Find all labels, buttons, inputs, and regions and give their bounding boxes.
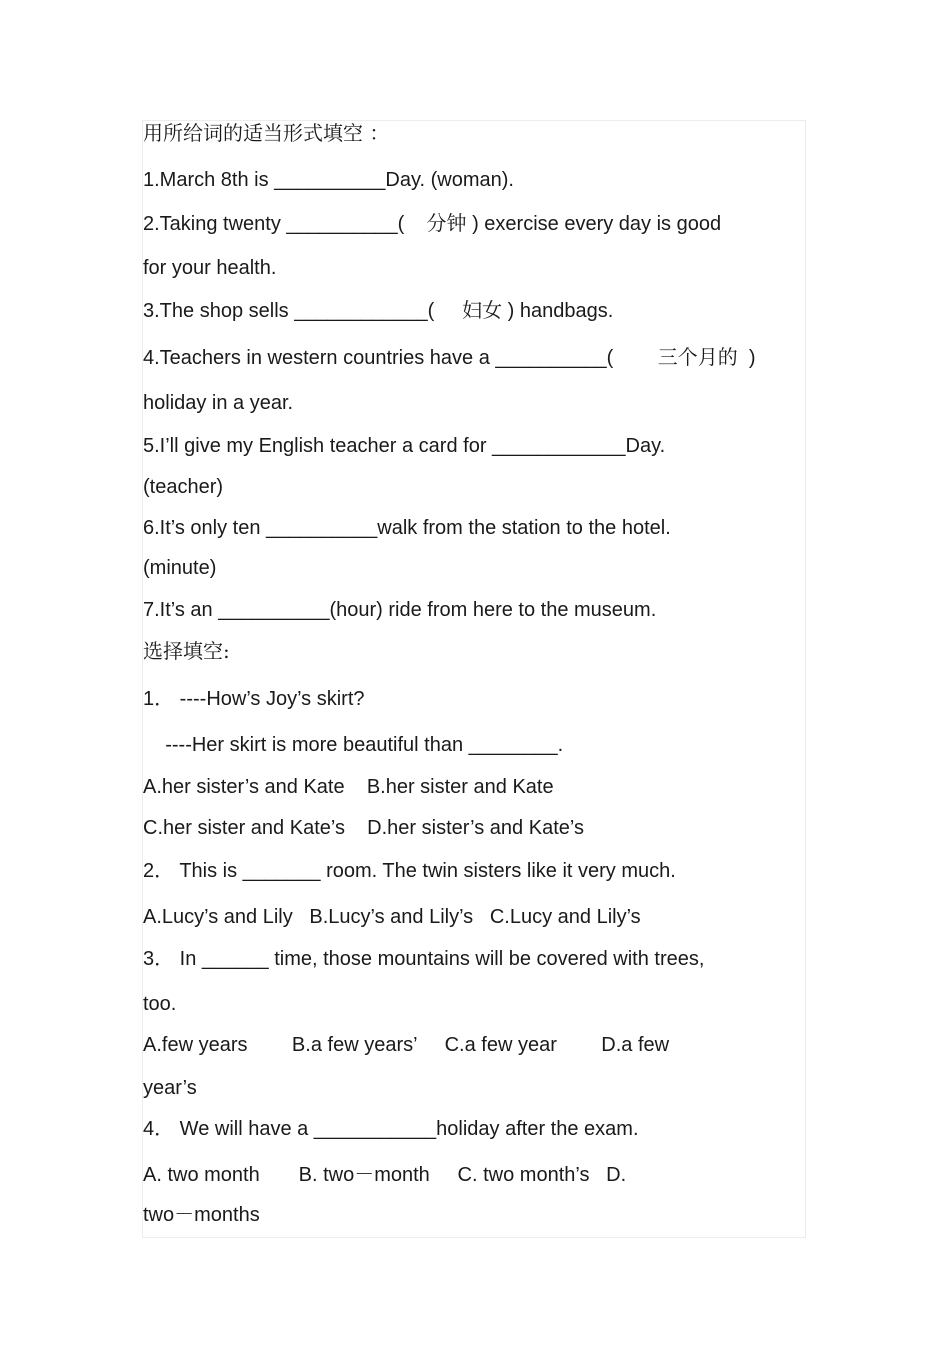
choice-q1-answer: ----Her skirt is more beautiful than ________. bbox=[143, 734, 564, 756]
page-frame bbox=[142, 120, 806, 1238]
choice-q4-options: A. two month B. two－month C. two month’s D. bbox=[143, 1164, 627, 1186]
choice-q2-question: 2． This is _______ room. The twin sisters like it very much. bbox=[143, 860, 676, 882]
choice-q1-options-cd: C.her sister and Kate’s D.her sister’s and Kate’s bbox=[143, 817, 584, 839]
choice-q4-question: 4． We will have a ___________holiday after the exam. bbox=[143, 1118, 639, 1140]
fill-q5-line1: 5.I’ll give my English teacher a card for ____________Day. bbox=[143, 435, 666, 457]
choice-q3-options-cont: year’s bbox=[143, 1077, 197, 1099]
fill-q1-line1: 1.March 8th is __________Day. (woman). bbox=[143, 169, 514, 191]
choice-q4-options-cont: two－months bbox=[143, 1204, 260, 1226]
section-title-choice: 选择填空: bbox=[143, 639, 230, 663]
fill-q7-line1: 7.It’s an __________(hour) ride from here to the museum. bbox=[143, 599, 657, 621]
fill-q2-line1: 2.Taking twenty __________( 分钟 ) exercise every day is good bbox=[143, 213, 722, 235]
fill-q2-line2: for your health. bbox=[143, 257, 277, 279]
choice-q1-options-ab: A.her sister’s and Kate B.her sister and Kate bbox=[143, 776, 554, 798]
choice-q1-question: 1． ----How’s Joy’s skirt? bbox=[143, 688, 365, 710]
fill-q6-line2: (minute) bbox=[143, 557, 217, 579]
fill-q3-line1: 3.The shop sells ____________( 妇女 ) handbags. bbox=[143, 300, 614, 322]
section-title-fill: 用所给词的适当形式填空 ： bbox=[143, 121, 390, 145]
fill-q6-line1: 6.It’s only ten __________walk from the station to the hotel. bbox=[143, 517, 671, 539]
fill-q4-line1: 4.Teachers in western countries have a __________( 三个月的 ) bbox=[143, 347, 756, 369]
choice-q3-options: A.few years B.a few years’ C.a few year D.a few bbox=[143, 1034, 670, 1056]
choice-q3-question-cont: too. bbox=[143, 993, 177, 1015]
choice-q3-question: 3． In ______ time, those mountains will be covered with trees, bbox=[143, 948, 705, 970]
fill-q5-line2: (teacher) bbox=[143, 476, 224, 498]
fill-q4-line2: holiday in a year. bbox=[143, 392, 294, 414]
choice-q2-options: A.Lucy’s and Lily B.Lucy’s and Lily’s C.Lucy and Lily’s bbox=[143, 906, 641, 928]
